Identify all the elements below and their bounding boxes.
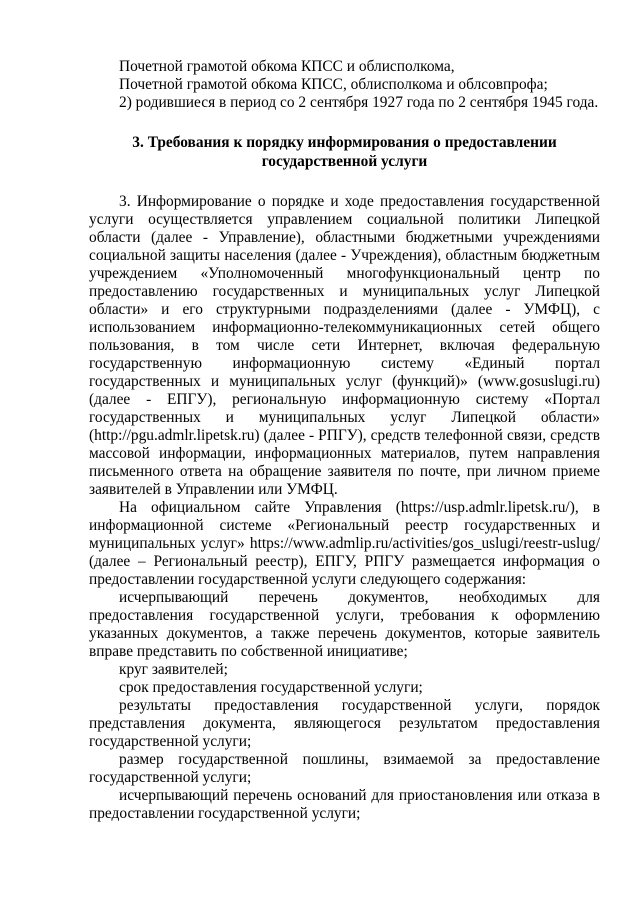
list-item-applicants: круг заявителей; [119, 661, 228, 678]
list-item-documents: исчерпывающий перечень документов, необходимых для предоставления государственной услуги, требования к оформлению указанных документов, а также перечень документов, которые заявитель вправе представить по собственной инициативе; [89, 589, 600, 660]
paragraph-informing: 3. Информирование о порядке и ходе предоставления государственной услуги осуществляется управлением социальной политики Липецкой области (далее - Управление), областными бюджетными учреждениями социальной защиты населения (далее - Учреждения), областным бюджетным учреждением «Уполномоченный многофункциональный центр по предоставлению государственных и муниципальных услуг Липецкой области» и его структурными подразделениями (далее - УМФЦ), с использованием информационно-телекоммуникационных сетей общего пользования, в том числе сети Интернет, включая федеральную государственную информационную систему «Единый портал государственных и муниципальных услуг (функций)» (www.gosuslugi.ru) (далее - ЕПГУ), региональную информационную систему «Портал государственных и муниципальных услуг Липецкой области» (http://pgu.admlr.lipetsk.ru) (далее - РПГУ), средств телефонной связи, средств массовой информации, информационных материалов, путем направления письменного ответа на обращение заявителя по почте, при личном приеме заявителей в Управлении или УМФЦ. [89, 193, 600, 498]
intro-line-3: 2) родившиеся в период со 2 сентября 1927 года по 2 сентября 1945 года. [119, 94, 599, 111]
section-heading-line-2: государственной услуги [261, 152, 428, 170]
list-item-grounds: исчерпывающий перечень оснований для приостановления или отказа в предоставлении государственной услуги; [89, 787, 600, 822]
section-heading [89, 134, 600, 171]
document-page [89, 58, 600, 823]
list-item-term: срок предоставления государственной услуги; [119, 679, 423, 696]
paragraph-official-site: На официальном сайте Управления (https://usp.admlr.lipetsk.ru/), в информационной системе «Региональный реестр государственных и муниципальных услуг» https://www.admlip.ru/activities/gos_uslugi/reestr-uslug/ (далее – Региональный реестр), ЕПГУ, РПГУ размещается информация о предоставлении государственной услуги следующего содержания: [89, 499, 600, 588]
list-item-fee: размер государственной пошлины, взимаемой за предоставление государственной услуги; [89, 751, 600, 786]
list-item-results: результаты предоставления государственной услуги, порядок представления документа, являющегося результатом предоставления государственной услуги; [89, 697, 600, 750]
intro-line-1: Почетной грамотой обкома КПСС и облисполкома, [119, 58, 455, 75]
section-heading-line-1: 3. Требования к порядку информирования о предоставлении [132, 134, 557, 151]
intro-line-2: Почетной грамотой обкома КПСС, облисполкома и облсовпрофа; [119, 76, 548, 93]
